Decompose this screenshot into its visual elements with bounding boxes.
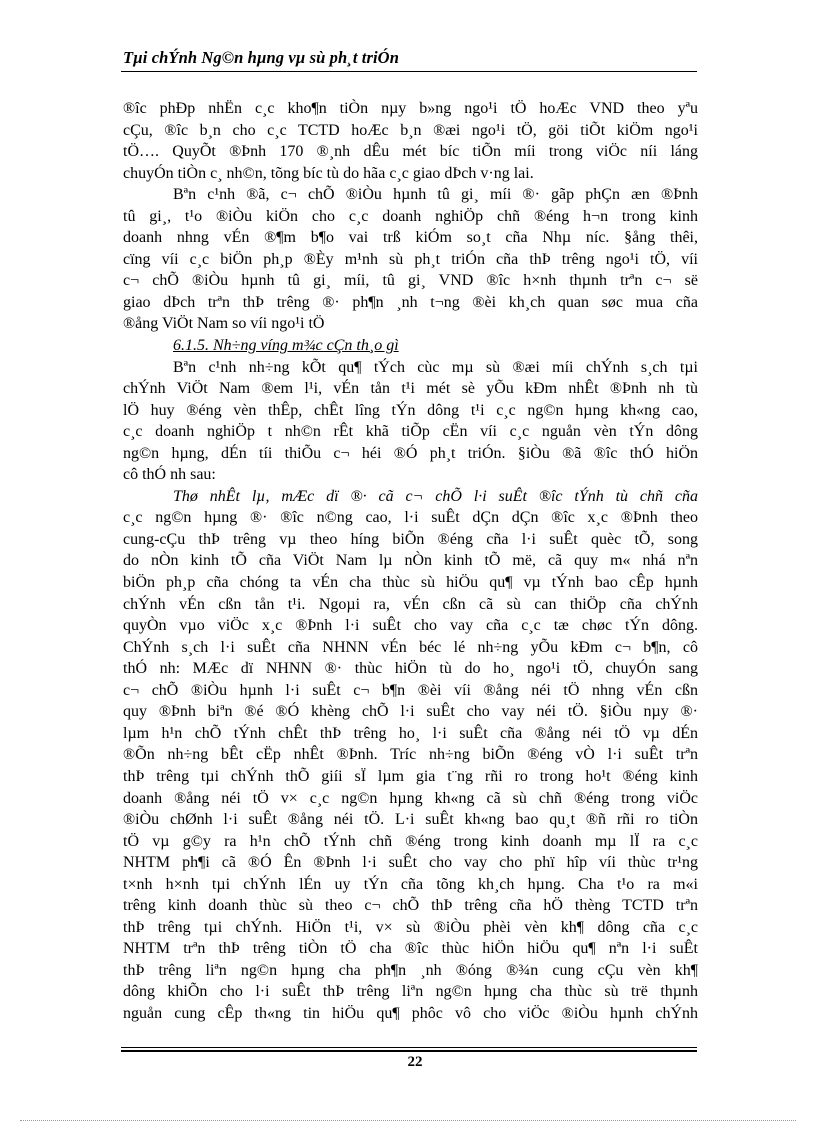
page-number: 22 — [407, 1054, 423, 1070]
text-line: thÞ trêng liªn ng©n hµng cha ph¶n ¸nh ®óng ®¾n cung cÇu vèn kh¶ — [123, 961, 698, 979]
text-line: lµm h¹n chÕ tÝnh chÊt thÞ trêng ho¸ l·i suÊt cña ®ång néi tÖ vµ dÉn — [123, 724, 698, 742]
body-text — [123, 98, 698, 1025]
text-line: t×nh h×nh tµi chÝnh lÉn uy tÝn cña tõng kh¸ch hµng. Cha t¹o ra m«i — [123, 875, 698, 893]
section-heading: 6.1.5. Nh÷ng víng m¾c cÇn th¸o gì — [173, 337, 399, 355]
footer-rule-thin — [121, 1047, 697, 1048]
paragraph-first-line: Bªn c¹nh ®ã, c¬ chÕ ®iÒu hµnh tû gi¸ míi ®· gãp phÇn æn ®Þnh — [173, 186, 698, 204]
text-line: NHTM trªn thÞ trêng tiÒn tÖ cha ®îc thùc hiÖn hiÖu qu¶ nªn l·i suÊt — [123, 940, 698, 958]
text-line: chÝnh vÉn cßn tån t¹i. Ngoµi ra, vÉn cßn cã sù can thiÖp cña chÝnh — [123, 595, 698, 613]
paragraph-first-line: Bªn c¹nh nh÷ng kÕt qu¶ tÝch cùc mµ sù ®æi míi chÝnh s¸ch tµi — [173, 358, 698, 376]
text-line: dông khiÕn cho l·i suÊt thÞ trêng liªn ng©n hµng cha thùc sù trë thµnh — [123, 983, 698, 1001]
text-line: tÖ…. QuyÕt ®Þnh 170 ®¸nh dÊu mét bíc tiÕn míi trong viÖc níi láng — [123, 143, 698, 161]
text-line: nguån cung cÊp th«ng tin hiÖu qu¶ phôc vô cho viÖc ®iÒu hµnh chÝnh — [123, 1004, 698, 1022]
text-line: c¸c doanh nghiÖp t nh©n rÊt khã tiÕp cËn víi c¸c nguån vèn tÝn dông — [123, 423, 698, 441]
text-line: quy ®Þnh biªn ®é ®Ó khèng chÕ l·i suÊt cho vay néi tÖ. §iÒu nµy ®· — [123, 703, 698, 721]
text-line: giao dÞch trªn thÞ trêng ®· ph¶n ¸nh t¬ng ®èi kh¸ch quan søc mua cña — [123, 293, 698, 311]
text-line: lÖ huy ®éng vèn thÊp, chÊt lîng tÝn dông t¹i c¸c ng©n hµng kh«ng cao, — [123, 401, 698, 419]
text-line: cÇu, ®îc b¸n cho c¸c TCTD hoÆc b¸n ®æi ngo¹i tÖ, göi tiÕt kiÖm ngo¹i — [123, 121, 698, 139]
text-line: biÖn ph¸p cña chóng ta vÉn cha thùc sù hiÖu qu¶ vµ tÝnh bao cÊp hµnh — [123, 574, 698, 592]
text-line: do nÒn kinh tÕ cña ViÖt Nam lµ nÒn kinh tÕ më, cã quy m« nhá nªn — [123, 552, 698, 570]
header-rule — [121, 71, 697, 72]
text-line: NHTM ph¶i cã ®Ó Ên ®Þnh l·i suÊt cho vay cho phï hîp víi thùc tr¹ng — [123, 854, 698, 872]
text-line: c¬ chÕ ®iÒu hµnh l·i suÊt c¬ b¶n ®èi víi ®ång néi tÖ nhng vÉn cßn — [123, 681, 698, 699]
text-line: ®iÒu chØnh l·i suÊt ®ång néi tÖ. L·i suÊt kh«ng bao qu¸t ®ñ rñi ro tiÒn — [123, 811, 698, 829]
text-line: ®ång ViÖt Nam so víi ngo¹i tÖ — [123, 315, 325, 333]
text-line: doanh nhng vÉn ®¶m b¶o vai trß kiÓm so¸t cña Nhµ níc. §ång thêi, — [123, 229, 698, 247]
footer-rule-thick — [121, 1050, 697, 1052]
text-line: ng©n hµng, dÉn tíi thiÕu c¬ héi ®Ó ph¸t triÓn. §iÒu ®ã ®îc thÓ hiÖn — [123, 444, 698, 462]
text-line: thÞ trêng tµi chÝnh. HiÖn t¹i, v× sù ®iÒu phèi vèn kh¶ dông cña c¸c — [123, 918, 698, 936]
paragraph-first-line: Thø nhÊt lµ, mÆc dï ®· cã c¬ chÕ l·i suÊt ®îc tÝnh tù chñ cña — [173, 487, 698, 505]
text-line: thÓ nh: MÆc dï NHNN ®· thùc hiÖn tù do ho¸ ngo¹i tÖ, chuyÓn sang — [123, 660, 698, 678]
text-line: thÞ trêng tµi chÝnh thÕ giíi sÏ lµm gia t¨ng rñi ro trong ho¹t ®éng kinh — [123, 767, 698, 785]
text-line: quyÒn vµo viÖc x¸c ®Þnh l·i suÊt cho vay cña c¸c tæ chøc tÝn dông. — [123, 617, 698, 635]
text-line: ChÝnh s¸ch l·i suÊt cña NHNN vÉn béc lé nh÷ng yÕu kÐm c¬ b¶n, cô — [123, 638, 698, 656]
text-line: doanh ®ång néi tÖ v× c¸c ng©n hµng kh«ng cã sù chñ ®éng trong viÖc — [123, 789, 698, 807]
text-line: tû gi¸, t¹o ®iÒu kiÖn cho c¸c doanh nghiÖp chñ ®éng h¬n trong kinh — [123, 207, 698, 225]
page-edge-dotted-line — [20, 1120, 796, 1121]
text-line: cung-cÇu thÞ trêng vµ theo híng biÕn ®éng cña l·i suÊt quèc tÕ, song — [123, 530, 698, 548]
text-line: chuyÓn tiÒn c¸ nh©n, tõng bíc tù do hãa c¸c giao dÞch v·ng lai. — [123, 164, 534, 182]
text-line: tÖ vµ g©y ra h¹n chÕ tÝnh chñ ®éng trong kinh doanh mµ lÏ ra c¸c — [123, 832, 698, 850]
text-line: c¸c ng©n hµng ®· ®îc n©ng cao, l·i suÊt dÇn dÇn ®îc x¸c ®Þnh theo — [123, 509, 698, 527]
text-line: c¬ chÕ ®iÒu hµnh tû gi¸ míi, tû gi¸ VND ®îc h×nh thµnh trªn c¬ së — [123, 272, 698, 290]
text-line: cô thÓ nh sau: — [123, 466, 216, 484]
text-line: trêng kinh doanh thùc sù theo c¬ chÕ thÞ trêng cña hÖ thèng TCTD trªn — [123, 897, 698, 915]
text-line: cïng víi c¸c biÖn ph¸p ®Èy m¹nh sù ph¸t triÓn cña thÞ trêng ngo¹i tÖ, víi — [123, 250, 698, 268]
running-header: Tµi chÝnh Ng©n hµng vµ sù ph¸t triÓn — [123, 48, 399, 67]
text-line: ®Õn nh÷ng bÊt cËp nhÊt ®Þnh. Tríc nh÷ng biÕn ®éng vÒ l·i suÊt trªn — [123, 746, 698, 764]
text-line: chÝnh ViÖt Nam ®em l¹i, vÉn tån t¹i mét sè yÕu kÐm nhÊt ®Þnh nh tù — [123, 380, 698, 398]
text-line: ®îc phÐp nhËn c¸c kho¶n tiÒn nµy b»ng ngo¹i tÖ hoÆc VND theo yªu — [123, 100, 698, 117]
